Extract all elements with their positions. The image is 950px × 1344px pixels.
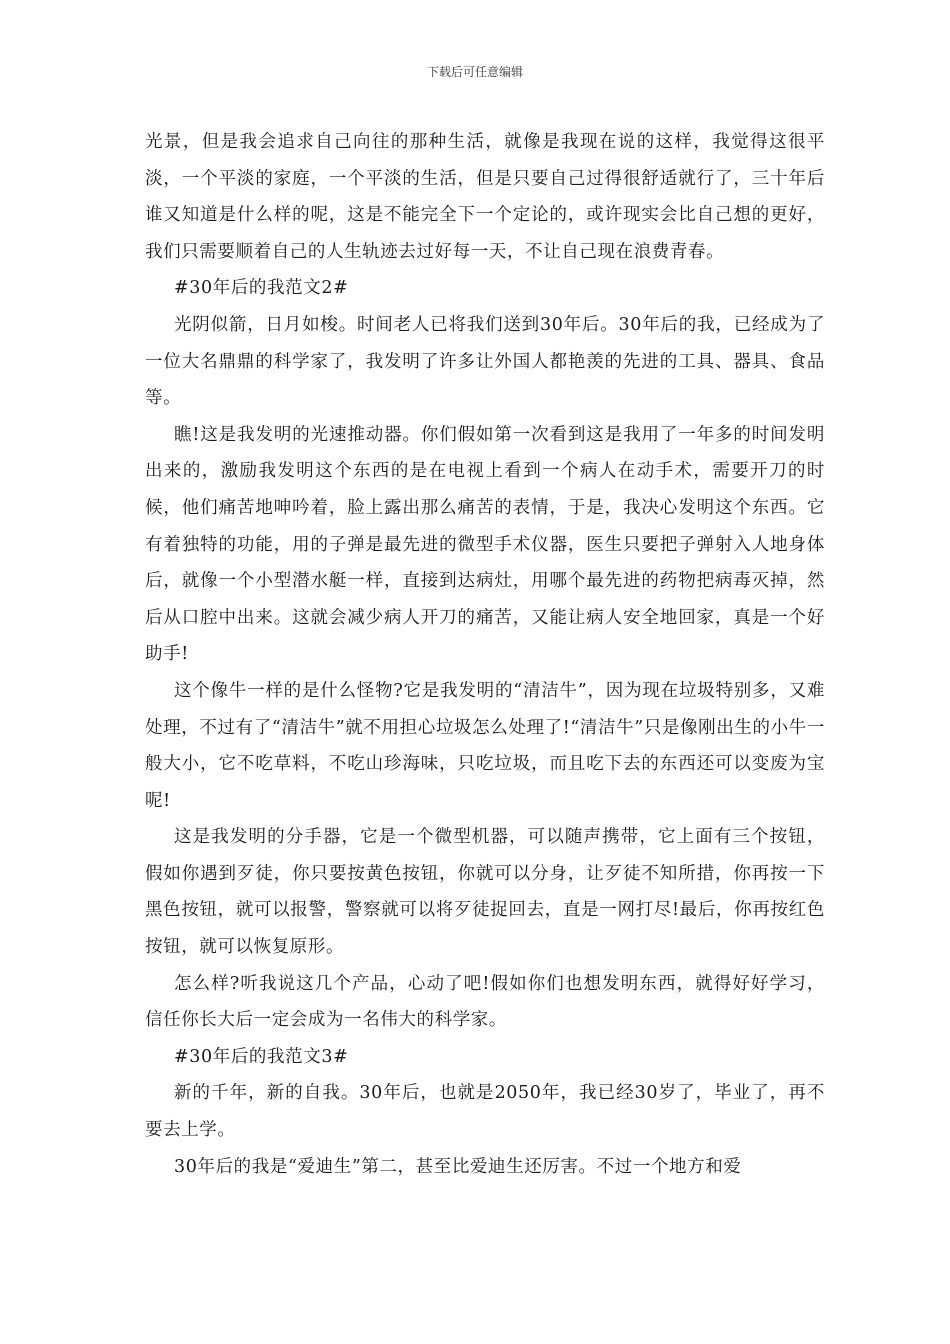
section-heading-2: #30年后的我范文2# [174, 278, 349, 299]
paragraph-6: 怎么样?听我说这几个产品，心动了吧!假如你们也想发明东西，就得好好学习，信任你长大后一定会成为一名伟大的科学家。 [145, 973, 825, 1031]
paragraph-1: 光景，但是我会追求自己向往的那种生活，就像是我现在说的这样，我觉得这很平淡，一个平淡的家庭，一个平淡的生活，但是只要自己过得很舒适就行了，三十年后谁又知道是什么样的呢，这是不能完全下一个定论的，或许现实会比自己想的更好，我们只需要顺着自己的人生轨迹去过好每一天，不让自己现在浪费青春。 [145, 132, 825, 262]
paragraph-5: 这是我发明的分手器，它是一个微型机器，可以随声携带，它上面有三个按钮，假如你遇到歹徒，你只要按黄色按钮，你就可以分身，让歹徒不知所措，你再按一下黑色按钮，就可以报警，警察就可以将歹徒捉回去，直是一网打尽!最后，你再按红色按钮，就可以恢复原形。 [145, 827, 825, 958]
page-header-note: 下载后可任意编辑 [426, 65, 523, 79]
paragraph-7: 新的千年，新的自我。30年后，也就是2050年，我已经30岁了，毕业了，再不要去上学。 [145, 1083, 825, 1141]
paragraph-2: 光阴似箭，日月如梭。时间老人已将我们送到30年后。30年后的我，已经成为了一位大名鼎鼎的科学家了，我发明了许多让外国人都艳羡的先进的工具、器具、食品等。 [145, 314, 825, 409]
paragraph-3: 瞧!这是我发明的光速推动器。你们假如第一次看到这是我用了一年多的时间发明出来的，激励我发明这个东西的是在电视上看到一个病人在动手术，需要开刀的时候，他们痛苦地呻吟着，脸上露出那么痛苦的表情，于是，我决心发明这个东西。它有着独特的功能，用的子弹是最先进的微型手术仪器，医生只要把子弹射入人地身体后，就像一个小型潜水艇一样，直接到达病灶，用哪个最先进的药物把病毒灭掉，然后从口腔中出来。这就会减少病人开刀的痛苦，又能让病人安全地回家，真是一个好助手! [145, 424, 825, 665]
document-body [145, 124, 825, 1185]
paragraph-8: 30年后的我是“爱迪生”第二，甚至比爱迪生还厉害。不过一个地方和爱 [174, 1156, 742, 1177]
section-heading-3: #30年后的我范文3# [174, 1046, 349, 1067]
paragraph-4: 这个像牛一样的是什么怪物?它是我发明的“清洁牛”，因为现在垃圾特别多，又难处理，不过有了“清洁牛”就不用担心垃圾怎么处理了!“清洁牛”只是像刚出生的小牛一般大小，它不吃草料，不吃山珍海味，只吃垃圾，而且吃下去的东西还可以变废为宝呢! [145, 680, 825, 811]
